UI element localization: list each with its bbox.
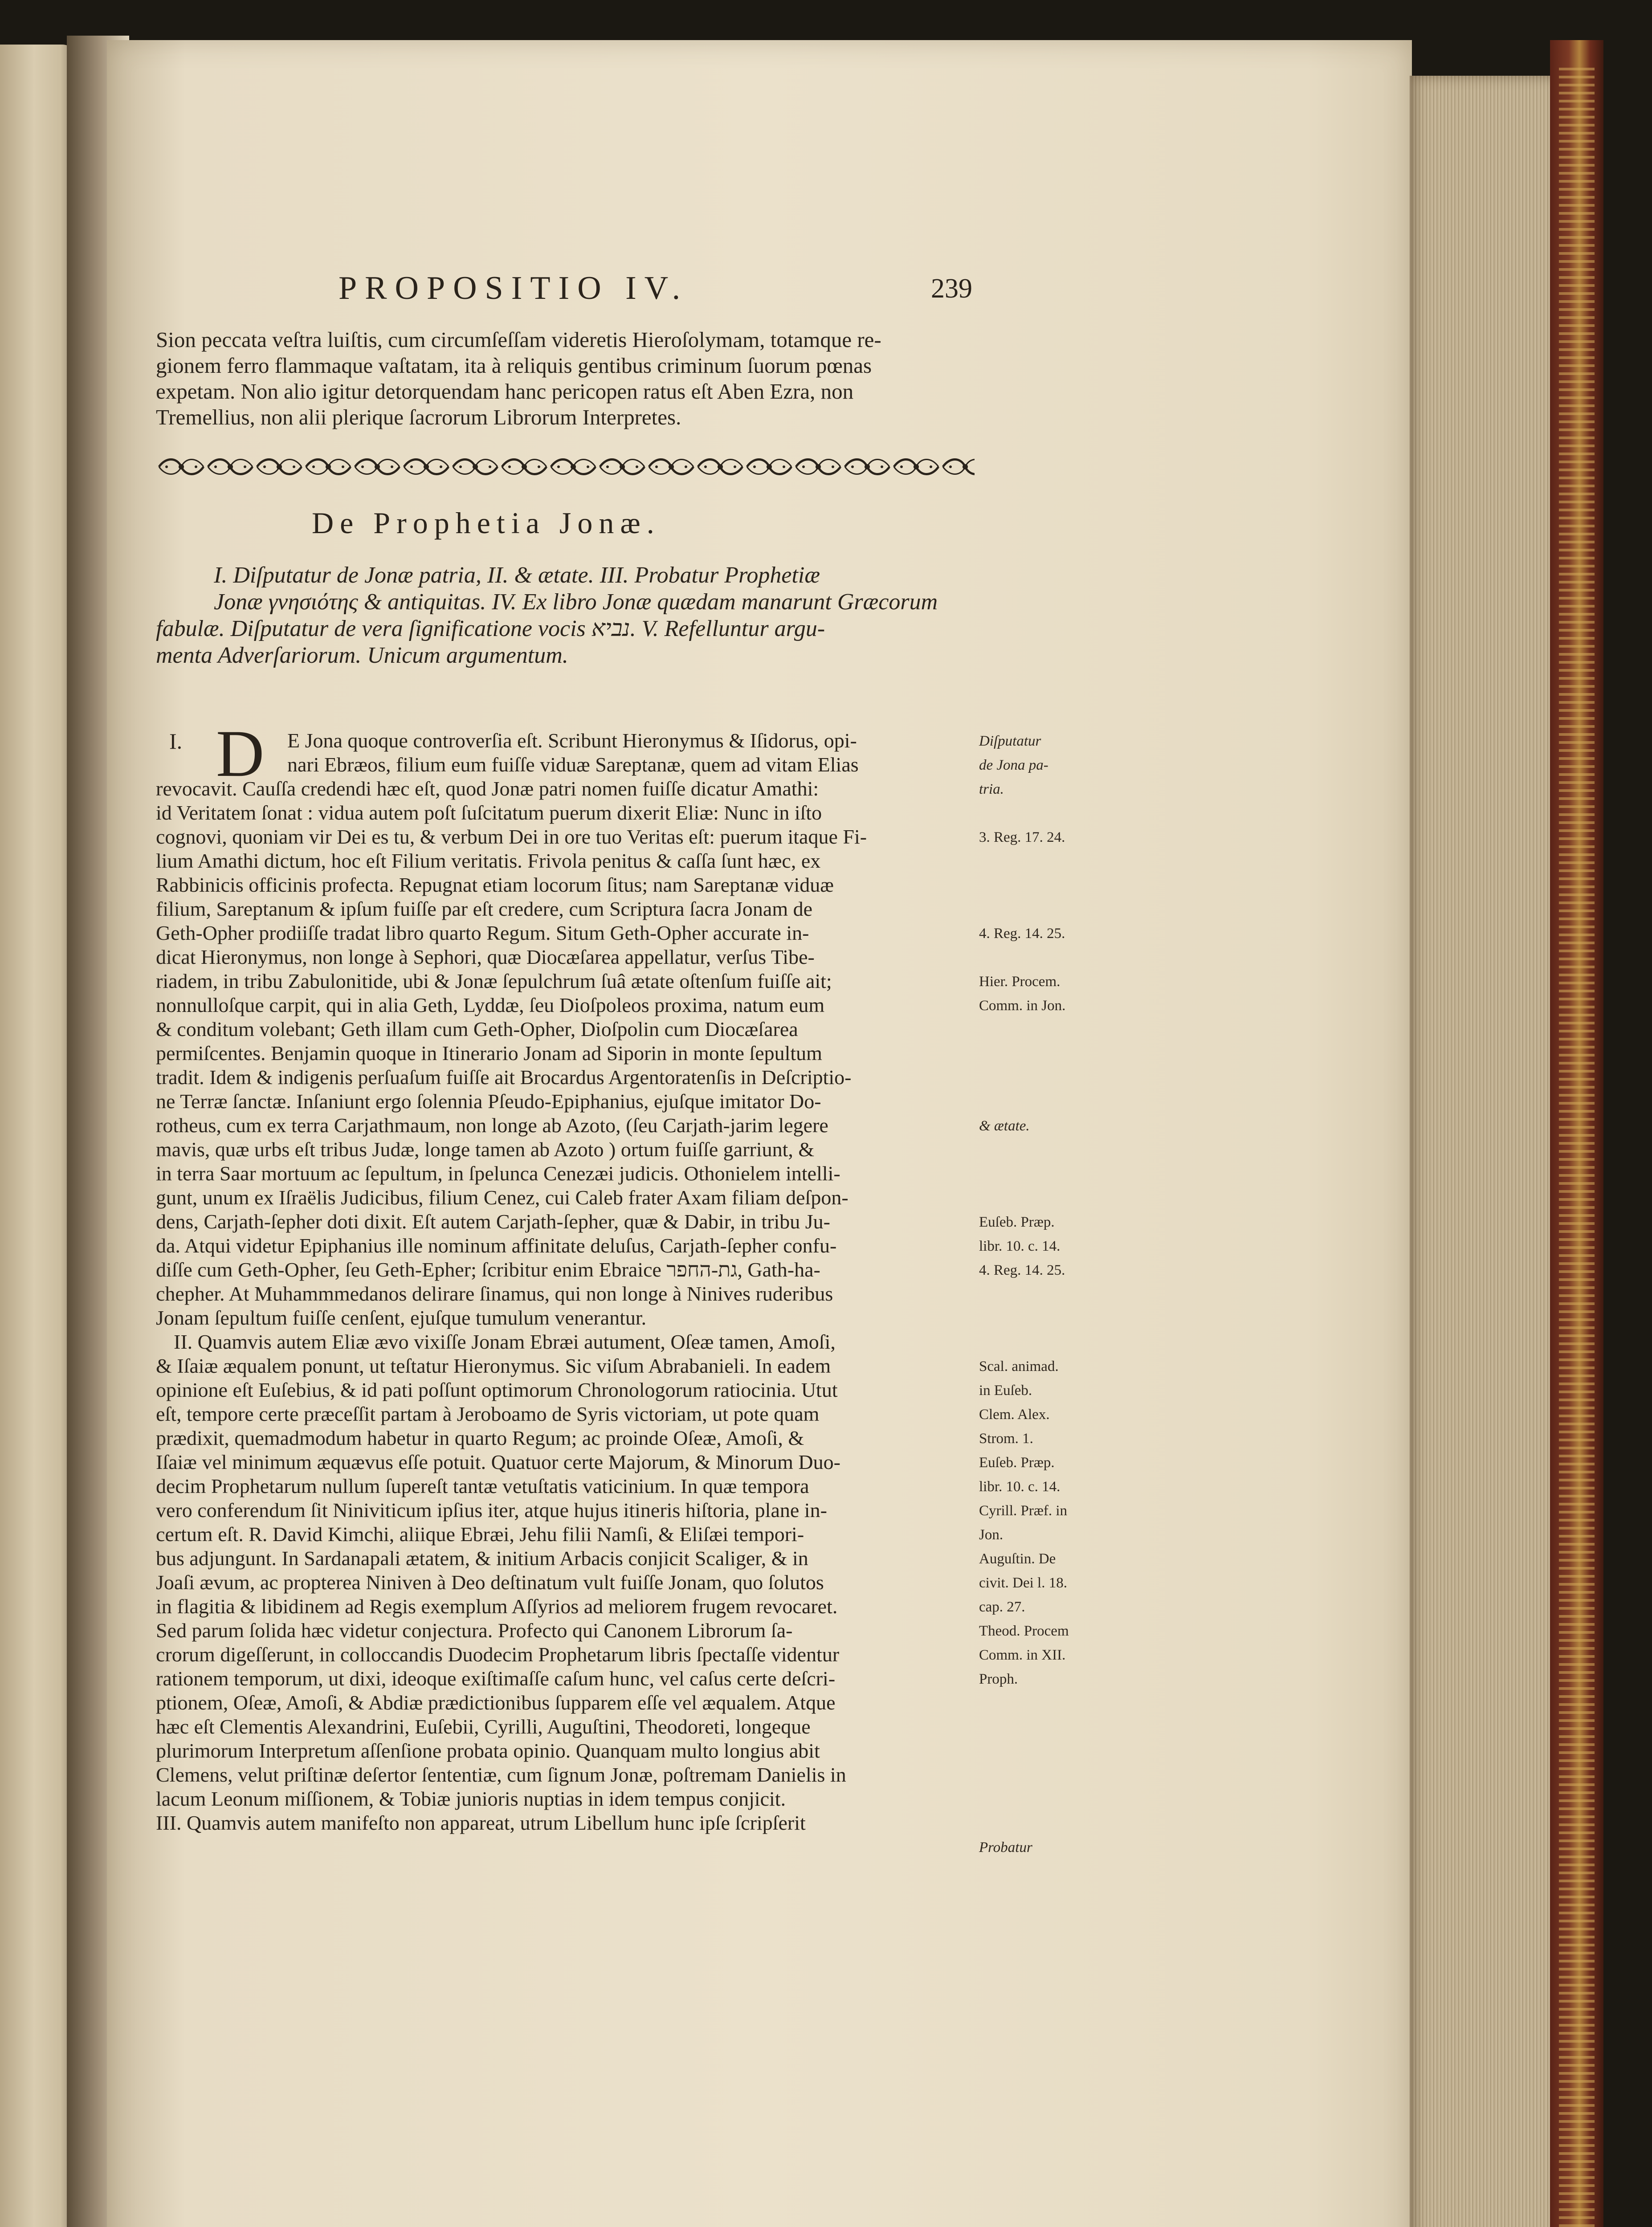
margin-note: Auguſtin. De xyxy=(979,1551,1056,1567)
body-line: Rabbinicis officinis profecta. Repugnat etiam locorum ſitus; nam Sareptanæ viduæ xyxy=(156,873,834,896)
body-line: lacum Leonum miſſionem, & Tobiæ junioris nuptias in idem tempus conjicit. xyxy=(156,1787,786,1810)
body-line: hæc eſt Clementis Alexandrini, Euſebii, Cyrilli, Auguſtini, Theodoreti, longeque xyxy=(156,1715,811,1738)
section-number: I. xyxy=(169,729,183,754)
margin-note: Strom. 1. xyxy=(979,1431,1033,1447)
summary-line: I. Diſputatur de Jonæ patria, II. & ætate. III. Probatur Prophetiæ xyxy=(214,563,820,588)
body-line: gunt, unum ex Iſraëlis Judicibus, filium Cenez, cui Caleb frater Axam filiam deſpon- xyxy=(156,1186,848,1209)
margin-note: Cyrill. Præf. in xyxy=(979,1503,1068,1519)
margin-note: Proph. xyxy=(979,1671,1018,1687)
margin-note: 4. Reg. 14. 25. xyxy=(979,1262,1065,1278)
gilt-tooling xyxy=(1559,67,1595,2227)
body-line: chepher. At Muhammmedanos delirare ſinamus, qui non longe à Ninives ruderibus xyxy=(156,1282,833,1305)
body-line: certum eſt. R. David Kimchi, aliique Ebræi, Jehu filii Namſi, & Eliſæi tempori- xyxy=(156,1523,804,1546)
intro-line: expetam. Non alio igitur detorquendam hanc pericopen ratus eſt Aben Ezra, non xyxy=(156,379,854,404)
margin-note: Scal. animad. xyxy=(979,1358,1059,1375)
body-line: tradit. Idem & indigenis perſuaſum fuiſſe ait Brocardus Argentoratenſis in Deſcriptio- xyxy=(156,1066,852,1089)
summary-line: Jonæ γνησιότης & antiquitas. IV. Ex libro Jonæ quædam manarunt Græcorum xyxy=(214,589,938,615)
margin-note: in Euſeb. xyxy=(979,1383,1032,1399)
body-line: lium Amathi dictum, hoc eſt Filium veritatis. Frivola penitus & caſſa ſunt hæc, ex xyxy=(156,849,821,872)
margin-note: 4. Reg. 14. 25. xyxy=(979,926,1065,942)
body-line: filium, Sareptanum & ipſum fuiſſe par eſt credere, cum Scriptura ſacra Jonam de xyxy=(156,897,813,920)
body-line: dens, Carjath-ſepher doti dixit. Eſt autem Carjath-ſepher, quæ & Dabir, in tribu Ju- xyxy=(156,1210,830,1233)
body-line: id Veritatem ſonat : vidua autem poſt ſuſcitatum puerum dixerit Eliæ: Nunc in iſto xyxy=(156,801,822,824)
running-head xyxy=(339,269,972,310)
body-line: in terra Saar mortuum ac ſepultum, in ſpelunca Cenezæi judicis. Othonielem intelli- xyxy=(156,1162,840,1185)
page-number: 239 xyxy=(931,273,972,304)
margin-note: 3. Reg. 17. 24. xyxy=(979,829,1065,845)
intro-line: Tremellius, non alii plerique ſacrorum Librorum Interpretes. xyxy=(156,405,681,429)
margin-note: cap. 27. xyxy=(979,1599,1025,1615)
body-line: permiſcentes. Benjamin quoque in Itinerario Jonam ad Siporin in monte ſepultum xyxy=(156,1042,822,1065)
summary-line: fabulæ. Diſputatur de vera ſignificatione vocis נביא. V. Refelluntur argu- xyxy=(156,616,825,641)
body-line: rotheus, cum ex terra Carjathmaum, non longe ab Azoto, (ſeu Carjath-jarim legere xyxy=(156,1114,828,1137)
body-line: ne Terræ ſanctæ. Inſaniunt ergo ſolennia Pſeudo-Epiphanius, ejuſque imitator Do- xyxy=(156,1090,821,1113)
body-line: cognovi, quoniam vir Dei es tu, & verbum Dei in ore tuo Veritas eſt: puerum itaque Fi- xyxy=(156,825,867,848)
body-line: revocavit. Cauſſa credendi hæc eſt, quod Jonæ patri nomen fuiſſe dicatur Amathi: xyxy=(156,777,819,800)
body-line: & Iſaiæ æqualem ponunt, ut teſtatur Hieronymus. Sic viſum Abrabanieli. In eadem xyxy=(156,1354,831,1377)
intro-line: gionem ferro flammaque vaſtatam, ita à reliquis gentibus criminum ſuorum pœnas xyxy=(156,353,872,378)
body-line: Iſaiæ vel minimum æquævus eſſe potuit. Quatuor certe Majorum, & Minorum Duo- xyxy=(156,1451,840,1473)
body-line: opinione eſt Euſebius, & id pati poſſunt optimorum Chronologorum ratiocinia. Utut xyxy=(156,1379,838,1401)
margin-note: Comm. in Jon. xyxy=(979,998,1066,1014)
body-line: Geth-Opher prodiiſſe tradat libro quarto Regum. Situm Geth-Opher accurate in- xyxy=(156,922,809,944)
left-page-edge xyxy=(0,45,76,2227)
ornamental-divider xyxy=(157,455,975,478)
margin-note: civit. Dei l. 18. xyxy=(979,1575,1067,1591)
body-line: plurimorum Interpretum aſſenſione probata opinio. Quanquam multo longius abit xyxy=(156,1739,820,1762)
body-line: nonnulloſque carpit, qui in alia Geth, Lyddæ, ſeu Dioſpoleos proxima, natum eum xyxy=(156,994,825,1016)
margin-note: Euſeb. Præp. xyxy=(979,1455,1055,1471)
margin-note: Theod. Procem xyxy=(979,1623,1069,1639)
body-line: dicat Hieronymus, non longe à Sephori, quæ Diocæſarea appellatur, verſus Tibe- xyxy=(156,946,815,968)
body-line: II. Quamvis autem Eliæ ævo vixiſſe Jonam Ebræi autument, Oſeæ tamen, Amoſi, xyxy=(174,1330,836,1353)
margin-note: Clem. Alex. xyxy=(979,1407,1050,1423)
body-line: diſſe cum Geth-Opher, ſeu Geth-Epher; ſcribitur enim Ebraice גת-החפר, Gath-ha- xyxy=(156,1258,820,1281)
body-line: prædixit, quemadmodum habetur in quarto Regum; ac proinde Oſeæ, Amoſi, & xyxy=(156,1427,804,1449)
drop-cap: D xyxy=(216,717,265,791)
body-line: Joaſi ævum, ac propterea Niniven à Deo deſtinatum vult fuiſſe Jonam, quo ſolutos xyxy=(156,1571,824,1594)
margin-note: Jon. xyxy=(979,1527,1003,1543)
margin-note: tria. xyxy=(979,781,1004,797)
margin-note: de Jona pa- xyxy=(979,757,1048,773)
body-line: & conditum volebant; Geth illam cum Geth-Opher, Dioſpolin cum Diocæſarea xyxy=(156,1018,798,1040)
body-line: III. Quamvis autem manifeſto non appareat, utrum Libellum hunc ipſe ſcripſerit xyxy=(156,1811,806,1834)
body-line: eſt, tempore certe præceſſit partam à Jeroboamo de Syris victoriam, ut pote quam xyxy=(156,1403,820,1425)
margin-note: & ætate. xyxy=(979,1118,1030,1134)
body-line: vero conferendum ſit Niniviticum ipſius iter, atque hujus itineris hiſtoria, plane in- xyxy=(156,1499,827,1521)
margin-note: Hier. Procem. xyxy=(979,974,1061,990)
summary-line: menta Adverſariorum. Unicum argumentum. xyxy=(156,643,568,668)
intro-line: Sion peccata veſtra luiſtis, cum circumſeſſam videretis Hieroſolymam, totamque re- xyxy=(156,327,881,352)
section-title: De Prophetia Jonæ. xyxy=(312,506,661,540)
body-line: mavis, quæ urbs eſt tribus Judæ, longe tamen ab Azoto ) ortum fuiſſe garriunt, & xyxy=(156,1138,815,1161)
margin-note: libr. 10. c. 14. xyxy=(979,1238,1061,1254)
body-line: ptionem, Oſeæ, Amoſi, & Abdiæ prædictionibus ſupparem eſſe vel æqualem. Atque xyxy=(156,1691,836,1714)
body-line: bus adjungunt. In Sardanapali ætatem, & initium Arbacis conjicit Scaliger, & in xyxy=(156,1547,808,1570)
page-block-edge xyxy=(1410,76,1557,2227)
margin-note: Euſeb. Præp. xyxy=(979,1214,1055,1230)
body-line: riadem, in tribu Zabulonitide, ubi & Jonæ ſepulchrum ſuâ ætate oſtenſum fuiſſe ait; xyxy=(156,970,832,992)
body-line: rationem temporum, ut dixi, ideoque exiſtimaſſe caſum hunc, vel caſus certe deſcri- xyxy=(156,1667,836,1690)
body-line: decim Prophetarum nullum ſupereſt tantæ vetuſtatis vaticinium. In quæ tempora xyxy=(156,1475,809,1497)
body-line: da. Atqui videtur Epiphanius ille nominum affinitate deluſus, Carjath-ſepher confu- xyxy=(156,1234,837,1257)
body-line: nari Ebræos, filium eum fuiſſe viduæ Sareptanæ, quem ad vitam Elias xyxy=(287,753,859,776)
margin-note: Probatur xyxy=(979,1840,1032,1856)
body-line: Sed parum ſolida hæc videtur conjectura. Profecto qui Canonem Librorum ſa- xyxy=(156,1619,793,1642)
body-line: in flagitia & libidinem ad Regis exemplum Aſſyrios ad meliorem frugem revocaret. xyxy=(156,1595,838,1618)
running-head-title: PROPOSITIO IV. xyxy=(339,270,689,306)
body-line: crorum digeſſerunt, in colloccandis Duodecim Prophetarum libris ſpectaſſe videntur xyxy=(156,1643,840,1666)
body-line: E Jona quoque controverſia eſt. Scribunt Hieronymus & Iſidorus, opi- xyxy=(287,729,857,752)
body-line: Jonam ſepultum fuiſſe cenſent, ejuſque tumulum venerantur. xyxy=(156,1306,647,1329)
margin-note: Diſputatur xyxy=(979,733,1041,749)
body-line: Clemens, velut priſtinæ deſertor ſententiæ, cum ſignum Jonæ, poſtremam Danielis in xyxy=(156,1763,846,1786)
margin-note: Comm. in XII. xyxy=(979,1647,1066,1663)
margin-note: libr. 10. c. 14. xyxy=(979,1479,1061,1495)
